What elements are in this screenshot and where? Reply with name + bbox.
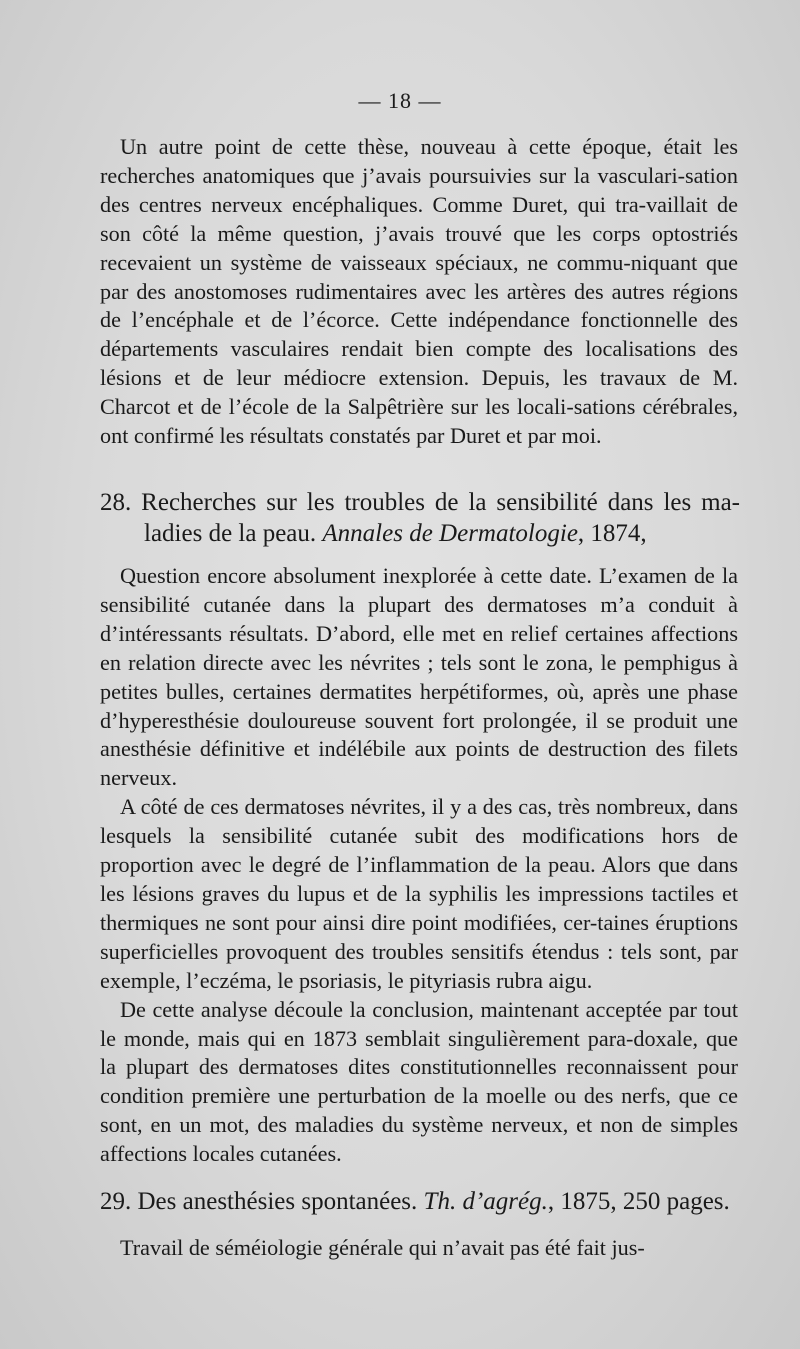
- item-number: 28.: [100, 489, 132, 516]
- paragraph: De cette analyse découle la conclusion, maintenant acceptée par tout le monde, mais qui en 1873 semblait singulièrement para-doxale, que la plupart des dermatoses dites constitutionnelles reconnaissent pour condition première une perturbation de la moelle ou des nerfs, que ce sont, en un mot, des maladies du système nerveux, et non de simples affections locales cutanées.: [100, 996, 738, 1167]
- item-title: Recherches sur les troubles de la sensibilité dans les ma-ladies de la peau.: [141, 489, 740, 547]
- thesis-label: Th. d’agrég.: [423, 1188, 548, 1215]
- intro-section: [100, 133, 738, 451]
- item-28-heading: [100, 487, 740, 549]
- journal-name: Annales de Dermatologie: [322, 520, 578, 547]
- item-29-heading: [100, 1186, 740, 1217]
- item-29-body: [100, 1234, 738, 1263]
- paragraph: Un autre point de cette thèse, nouveau à cette époque, était les recherches anatomiques que j’avais poursuivies sur la vasculari-sation des centres nerveux encéphaliques. Comme Duret, qui tra-vaillait de son côté la même question, j’avais trouvé que les corps optostriés recevaient un système de vaisseaux spéciaux, ne commu-niquant que par des anostomoses rudimentaires avec les artères des autres régions de l’encéphale et de l’écorce. Cette indépendance fonctionnelle des départements vasculaires rendait bien compte des localisations des lésions et de leur médiocre extension. Depuis, les travaux de M. Charcot et de l’école de la Salpêtrière sur les locali-sations cérébrales, ont confirmé les résultats constatés par Duret et par moi.: [100, 134, 738, 449]
- item-number: 29.: [100, 1188, 132, 1215]
- item-details: , 1875, 250 pages.: [547, 1188, 730, 1215]
- paragraph: Travail de séméiologie générale qui n’avait pas été fait jus-: [120, 1235, 645, 1260]
- paragraph: Question encore absolument inexplorée à cette date. L’examen de la sensibilité cutanée dans la plupart des dermatoses m’a conduit à d’intéressants résultats. D’abord, elle met en relief certaines affections en relation directe avec les névrites ; tels sont le zona, le pemphigus à petites bulles, certaines dermatites herpétiformes, où, après une phase d’hyperesthésie douloureuse souvent fort prolongée, il se produit une anesthésie définitive et indélébile aux points de destruction des filets nerveux.: [100, 563, 738, 791]
- paragraph: A côté de ces dermatoses névrites, il y a des cas, très nombreux, dans lesquels la sensibilité cutanée subit des modifications hors de proportion avec le degré de l’inflammation de la peau. Alors que dans les lésions graves du lupus et de la syphilis les impressions tactiles et thermiques ne sont pour ainsi dire point modifiées, cer-taines éruptions superficielles provoquent des troubles sensitifs étendus : tels sont, par exemple, l’eczéma, le psoriasis, le pityriasis rubra aigu.: [100, 794, 738, 993]
- item-year: , 1874,: [577, 520, 647, 547]
- page-number: — 18 —: [358, 88, 442, 113]
- item-28-body: [100, 562, 738, 1169]
- item-title: Des anesthésies spontanées.: [137, 1188, 418, 1215]
